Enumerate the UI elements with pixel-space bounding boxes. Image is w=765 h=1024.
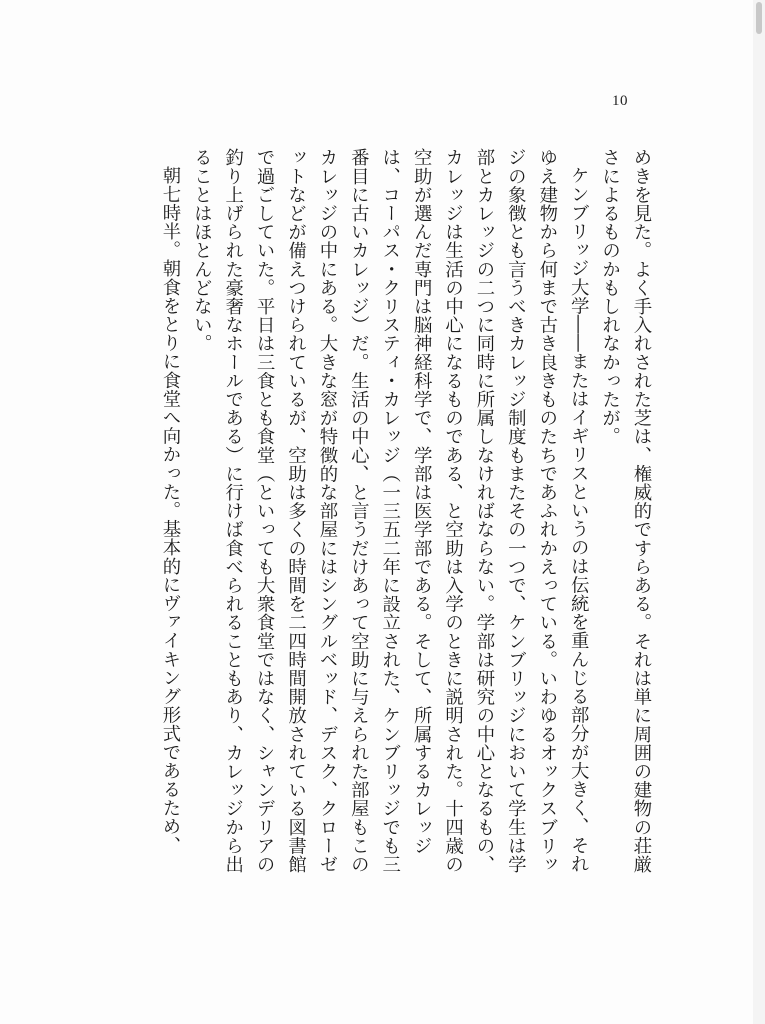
page-number: 10 [612,93,628,109]
paragraph: ケンブリッジ大学――またはイギリスというのは伝統を重んじる部分が大きく、それゆえ建物から何まで古き良きものたちであふれかえっている。いわゆるオックスブリッジの象徴とも言うべきカレッジ制度もまたその一つで、ケンブリッジにおいて学生は学部とカレッジの二つに同時に所属しなければならない。学部は研究の中心となるもの、カレッジは生活の中心になるものである、と空助は入学のときに説明された。十四歳の空助が選んだ専門は脳神経科学で、学部は医学部である。そして、所属するカレッジは、コーパス・クリスティ・カレッジ（一三五二年に設立された、ケンブリッジでも三番目に古いカレッジ）だ。生活の中心、と言うだけあって空助に与えられた部屋もこのカレッジの中にある。大きな窓が特徴的な部屋にはシングルベッド、デスク、クローゼットなどが備えつけられているが、空助は多くの時間を二四時間開放されている図書館で過ごしていた。平日は三食とも食堂（といっても大衆食堂ではなく、シャンデリアの釣り上げられた豪奢なホールである）に行けば食べられることもあり、カレッジから出ることはほとんどない。 [191,148,590,874]
paragraph: めきを見た。よく手入れされた芝は、権威的ですらある。それは単に周囲の建物の荘厳さによるものかもしれなかったが。 [599,148,652,874]
scrollbar-thumb[interactable] [756,2,762,34]
paragraph: 朝七時半。朝食をとりに食堂へ向かった。基本的にヴァイキング形式であるため、 [159,166,181,855]
body-text [159,148,657,883]
scrollbar[interactable] [753,0,765,1024]
